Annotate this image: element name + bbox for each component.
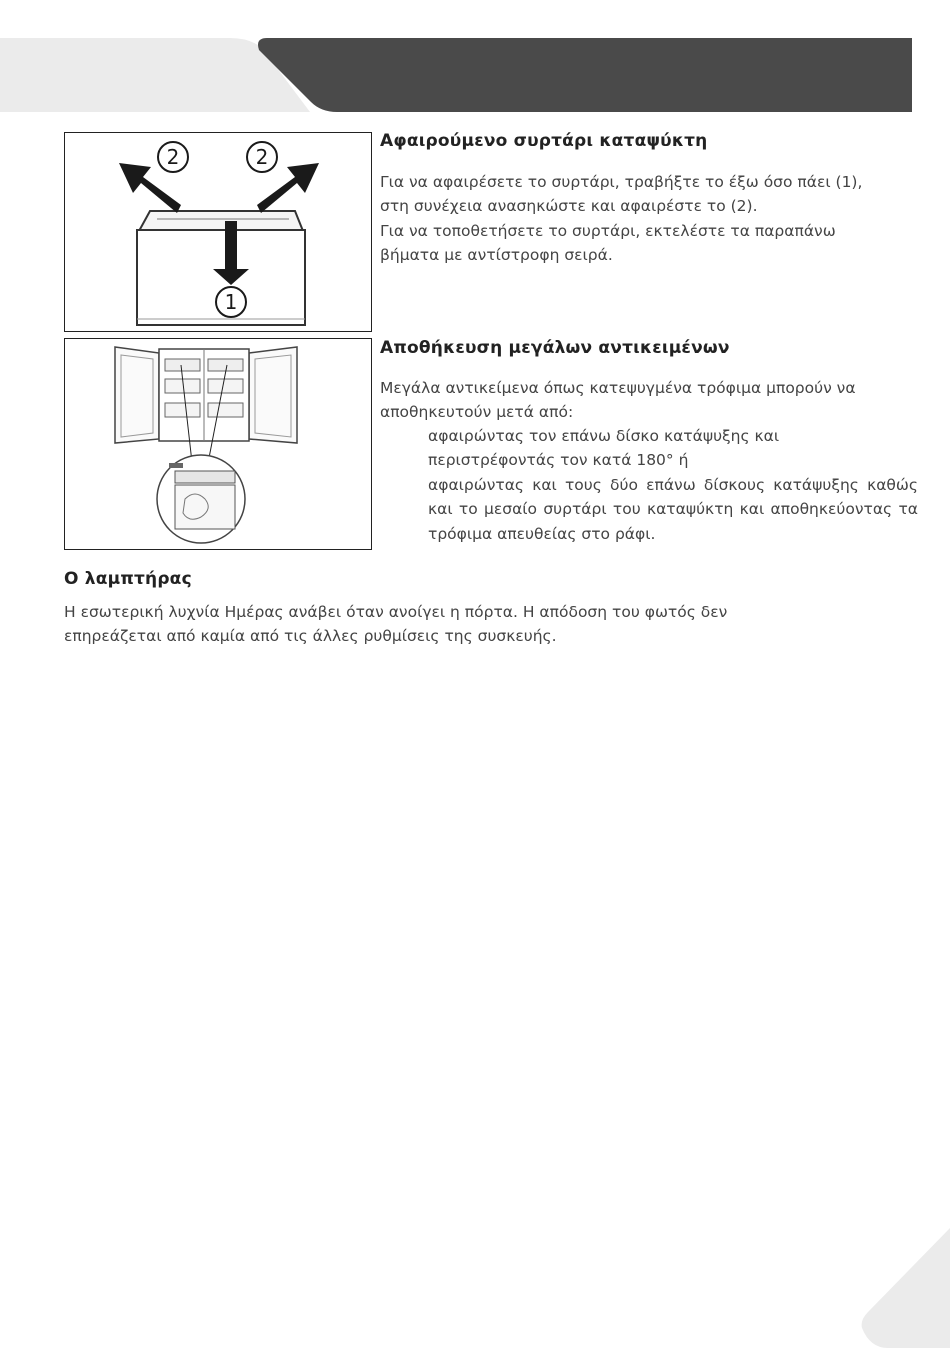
text-line: βήματα με αντίστροφη σειρά. [380,245,613,264]
text-line: στη συνέχεια ανασηκώστε και αφαιρέστε το (2). [380,197,758,216]
large-items-text [380,376,920,425]
drawer-section-text [380,170,920,267]
text-line: Για να αφαιρέσετε το συρτάρι, τραβήξτε το έξω όσο πάει (1), [380,173,863,191]
drawer-rim [139,211,303,231]
lamp-text [64,600,824,649]
drawer-removal-figure [64,132,372,332]
header-band-dark-shape [258,38,912,112]
detail-label [169,463,183,468]
detail-tray [175,471,235,483]
drawer-section-heading: Αφαιρούμενο συρτάρι καταψύκτη [380,131,708,151]
lamp-heading: Ο λαμπτήρας [64,569,192,589]
fridge-left-door [115,347,159,443]
step-2-left-label: 2 [166,145,180,169]
shelf-low-left [165,403,200,417]
text-line: Για να τοποθετήσετε το συρτάρι, εκτελέστε τα παραπάνω [380,221,836,240]
text-line: περιστρέφοντάς τον κατά 180° ή [428,451,689,470]
header-band-dark [255,38,912,112]
large-items-heading: Αποθήκευση μεγάλων αντικειμένων [380,338,730,358]
page-corner-decoration [860,1228,950,1348]
step-2-right-label: 2 [255,145,269,169]
fridge-right-door [249,347,297,443]
text-line: αποθηκευτούν μετά από: [380,403,574,422]
large-items-option-2: αφαιρώντας και τους δύο επάνω δίσκους κατάψυξης καθώς και το μεσαίο συρτάρι του καταψύκτη και αποθηκεύοντας τα τρόφιμα απευθείας στο ράφι. [428,476,918,543]
shelf-top-right [208,359,243,371]
text-line: αφαιρώντας τον επάνω δίσκο κατάψυξης και [428,427,780,445]
large-items-option-1 [428,424,918,473]
text-line: επηρεάζεται από καμία από τις άλλες ρυθμίσεις της συσκευής. [64,627,557,646]
shelf-mid-right [208,379,243,393]
drawer-illustration [65,133,371,331]
text-line: Μεγάλα αντικείμενα όπως κατεψυγμένα τρόφιμα μπορούν να [380,379,856,397]
page-corner-shape [862,1228,950,1348]
large-items-figure [64,338,372,550]
text-line: Η εσωτερική λυχνία Ημέρας ανάβει όταν ανοίγει η πόρτα. Η απόδοση του φωτός δεν [64,603,728,621]
fridge-illustration [65,339,371,549]
step-1-label: 1 [224,290,238,314]
shelf-top-left [165,359,200,371]
shelf-low-right [208,403,243,417]
